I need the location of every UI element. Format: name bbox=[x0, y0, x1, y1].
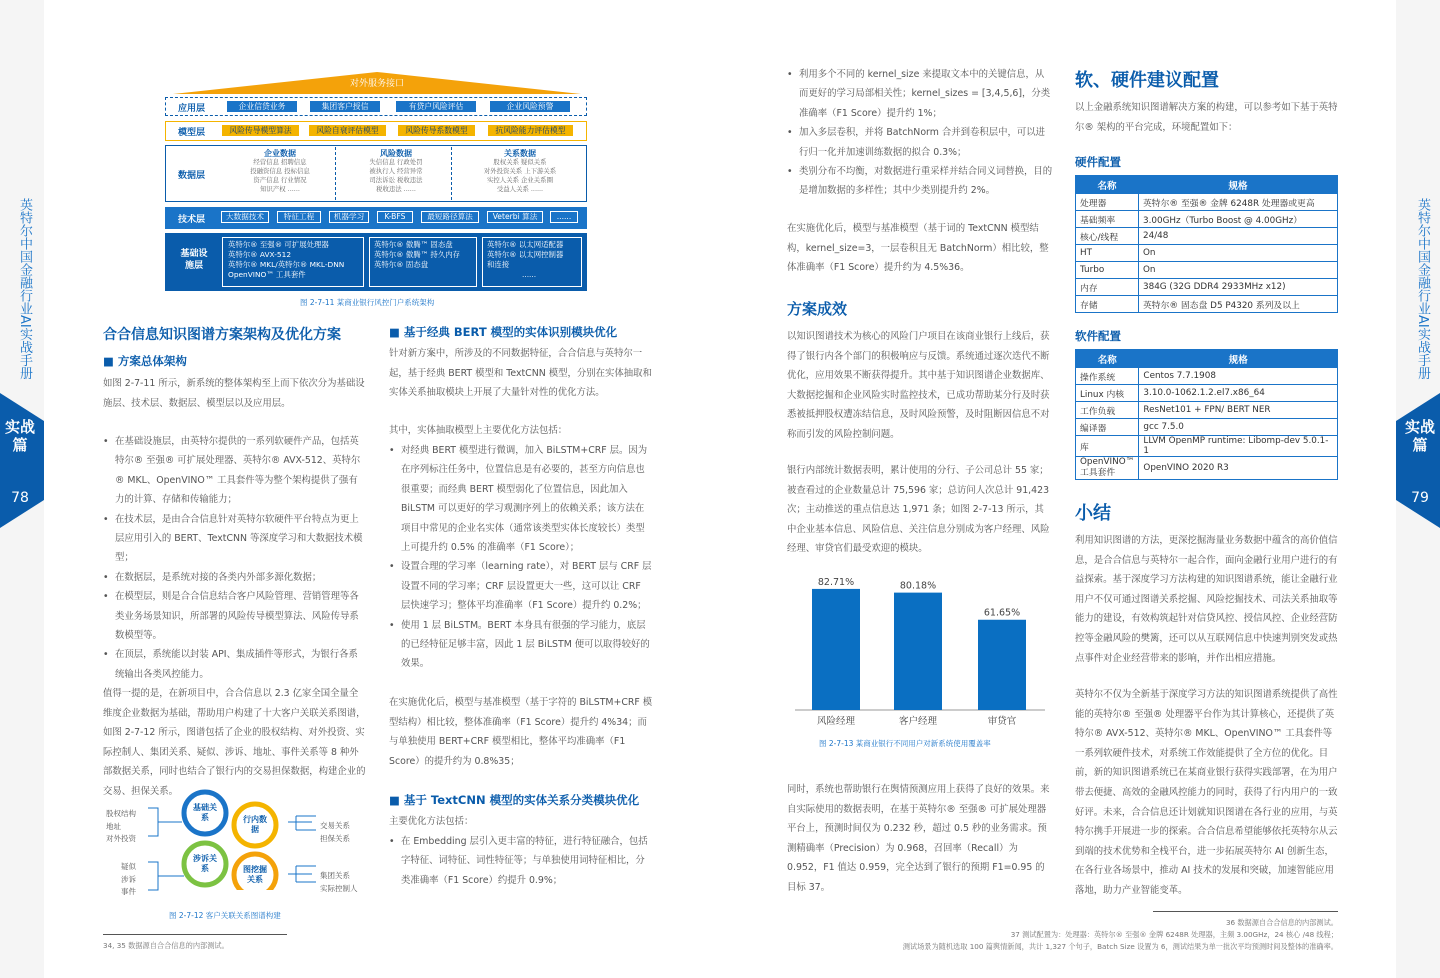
table-row bbox=[1076, 279, 1338, 296]
data-group-line: 税收违法 ...... bbox=[376, 185, 416, 193]
spec-value: 英特尔® 固态盘 D5 P4320 系列及以上 bbox=[1139, 296, 1338, 313]
data-group-title: 风险数据 bbox=[380, 149, 412, 158]
right-page-number: 79 bbox=[1411, 490, 1429, 506]
category-label: 客户经理 bbox=[898, 716, 938, 727]
footnote-rule bbox=[1153, 911, 1338, 912]
category-label: 审贷官 bbox=[987, 716, 1017, 727]
spec-name: Turbo bbox=[1076, 262, 1139, 279]
bullet-item: • 在技术层，是由合合信息针对英特尔软硬件平台特点为更上层应用引入的 BERT、TextCNN 等深度学习和大数据技术模型； bbox=[103, 510, 367, 568]
spec-value: Centos 7.7.1908 bbox=[1139, 368, 1338, 385]
relation-label: 集团关系 bbox=[320, 871, 350, 880]
bullet-list bbox=[389, 832, 653, 890]
infra-line: 英特尔® 傲腾™ 固态盘 bbox=[374, 240, 453, 249]
table-header: 名称 bbox=[1076, 176, 1139, 194]
paragraph: 以知识图谱技术为核心的风险门户项目在该商业银行上线后，获得了银行内各个部门的积极响应与反馈。系统通过逐次迭代不断优化，应用效果不断获得提升。其中基于知识图谱企业数据库、大数据挖掘和企业风险实时监控技术，已成功帮助某分行及时获悉被抵押股权遭冻结信息，及时风险预警，及时阻断因信息不对称而引发的风险控制问题。 bbox=[787, 331, 1050, 440]
model-item: 风险传导模型算法 bbox=[222, 125, 299, 136]
data-group-line: 资产信息 行业情况 bbox=[253, 176, 307, 184]
app-item: 企业信贷业务 bbox=[227, 101, 297, 112]
data-group-title: 企业数据 bbox=[264, 149, 296, 158]
figure-caption: 图 2-7-12 客户关联关系图谱构建 bbox=[169, 911, 281, 920]
infra-line: 英特尔® 固态盘 bbox=[374, 260, 429, 269]
bullet-item: • 在顶层，系统能以封装 API、集成插件等形式，为银行各系统输出各类风控能力。 bbox=[103, 645, 367, 684]
left-bottom-labels bbox=[121, 861, 136, 899]
left-chapter-label: 实战篇 bbox=[4, 418, 35, 454]
table-header: 名称 bbox=[1076, 350, 1139, 368]
section-heading: 方案成效 bbox=[787, 300, 848, 318]
table-header: 规格 bbox=[1139, 350, 1338, 368]
spec-name: 编译器 bbox=[1076, 419, 1139, 436]
bullet-item: • 利用多个不同的 kernel_size 来提取文本中的关键信息，从而更好的学习局部相关性；kernel_sizes = [3,4,5,6]，分类准确率（F1 Score）提升约 1%； bbox=[787, 65, 1053, 123]
tech-item: ...... bbox=[550, 211, 578, 223]
tech-layer-label: 技术层 bbox=[178, 215, 206, 225]
circle-internal-data: 行内数据 bbox=[243, 815, 267, 834]
model-item: 风险传导系数模型 bbox=[398, 125, 475, 136]
infra-line: 英特尔® 以太网适配器 bbox=[487, 240, 564, 249]
table-row bbox=[1076, 211, 1338, 228]
subsection-heading: ■ 基于经典 BERT 模型的实体识别模块优化 bbox=[389, 325, 618, 339]
table-row bbox=[1076, 262, 1338, 279]
data-group-title: 关系数据 bbox=[504, 149, 536, 158]
software-table bbox=[1075, 349, 1338, 480]
relation-label: 涉诉 bbox=[121, 874, 136, 884]
paragraph: 以上金融系统知识图谱解决方案的构建，可以参考如下基于英特尔® 架构的平台完成，环境配置如下： bbox=[1075, 102, 1338, 133]
data-group-line: 实控人关系 企业关系圈 bbox=[487, 176, 553, 184]
table-title: 软件配置 bbox=[1075, 329, 1121, 343]
spec-value: 384G (32G DDR4 2933MHz x12) bbox=[1139, 279, 1338, 296]
bar bbox=[978, 620, 1026, 710]
spec-name: 处理器 bbox=[1076, 194, 1139, 211]
relation-label: 地址 bbox=[106, 821, 121, 831]
left-top-labels bbox=[106, 808, 136, 846]
spec-name: Linux 内核 bbox=[1076, 385, 1139, 402]
spec-value: OpenVINO 2020 R3 bbox=[1139, 457, 1338, 480]
data-group-line: 受益人关系 ...... bbox=[496, 185, 544, 193]
data-group-line: 对外投资关系 上下游关系 bbox=[483, 167, 557, 175]
category-label: 风险经理 bbox=[816, 716, 856, 727]
bullet-item: • 使用 1 层 BiLSTM。BERT 本身具有很强的学习能力，底层的已经特征足够丰富，因此 1 层 BiLSTM 便可以取得较好的效果。 bbox=[389, 616, 653, 674]
app-item: 有贷户风险评估 bbox=[396, 101, 476, 112]
bar bbox=[894, 593, 942, 710]
spec-value: LLVM OpenMP runtime: Libomp-dev 5.0.1-1 bbox=[1139, 436, 1338, 457]
spec-name: 存储 bbox=[1076, 296, 1139, 313]
bullet-list bbox=[389, 441, 653, 674]
spec-value: gcc 7.5.0 bbox=[1139, 419, 1338, 436]
spec-name: OpenVINO™ 工具套件 bbox=[1076, 457, 1139, 480]
spec-name: 基础频率 bbox=[1076, 211, 1139, 228]
paragraph: 利用知识图谱的方法，更深挖掘海量业务数据中蕴含的高价值信息，是合合信息与英特尔一起合作，面向金融行业用户进行的有益探索。基于深度学习方法构建的知识图谱系统，能让金融行业用户不仅可通过图谱关系挖掘、风险挖掘技术、司法关系抽取等能力的建设，有效构筑起针对信贷风控、授信风控、企业经营防控等金融风险的樊篱，还可以从互联网信息中快速判别突发或热点事件对企业经营带来的影响，并作出相应措施。 bbox=[1075, 535, 1338, 664]
infra-line: 英特尔® AVX-512 bbox=[228, 250, 292, 259]
bar-value-label: 61.65% bbox=[983, 607, 1021, 619]
infra-layer-label: 基础设施层 bbox=[180, 249, 208, 271]
paragraph: 在实施优化后，模型与基准模型（基于词的 TextCNN 模型结构，kernel_size=3，一层卷积且无 BatchNorm）相比较，整体准确率（F1 Score）提升约为 4.5%36。 bbox=[787, 223, 1049, 274]
section-heading: 小结 bbox=[1075, 503, 1111, 524]
infra-line: OpenVINO™ 工具套件 bbox=[228, 270, 306, 279]
spec-name: 库 bbox=[1076, 436, 1139, 457]
infra-line: 和连接 bbox=[487, 260, 510, 269]
data-group bbox=[340, 147, 452, 200]
data-group-line: 股权关系 疑似关系 bbox=[493, 158, 547, 166]
infra-line: ...... bbox=[522, 270, 537, 279]
table-row bbox=[1076, 436, 1338, 457]
infra-line: 英特尔® 以太网控制器 bbox=[487, 250, 564, 259]
footnote: 测试场景为随机选取 100 篇舆情新闻，共计 1,327 个句子，Batch Size 设置为 6，测试结果为单一批次平均预测时间及整体的准确率。 bbox=[902, 942, 1338, 951]
model-layer-label: 模型层 bbox=[178, 128, 206, 138]
relation-label: 股权结构 bbox=[106, 809, 136, 818]
data-group-line: 失信信息 行政处罚 bbox=[369, 158, 423, 166]
data-group-line: 投融资信息 投标信息 bbox=[250, 167, 310, 175]
paragraph: 英特尔不仅为全新基于深度学习方法的知识图谱系统提供了高性能的英特尔® 至强® 处理器平台作为其计算核心，还提供了英特尔® AVX-512、英特尔® MKL、OpenVINO™ 工具套件等一系列软硬件技术，对系统工作效能提供了全方位的优化。目前，新的知识图谱系统已在某商业银行获得实践部署，在为用户带去便捷、高效的金融风控能力的同时，获得了行内用户的一致好评。未来，合合信息还计划就知识图谱在各行业的应用，与英特尔携手开展进一步的探索。合合信息希望能够依托英特尔从云到端的技术优势和全栈平台，进一步拓展英特尔 AI 创新生态，在各行业各场景中，推动 AI 技术的发展和突破，加速智能应用落地，助力产业智能变革。 bbox=[1075, 689, 1338, 896]
left-page-number: 78 bbox=[11, 490, 29, 506]
relation-label: 疑似 bbox=[121, 862, 136, 871]
app-layer-label: 应用层 bbox=[178, 104, 206, 114]
roof-label: 对外服务接口 bbox=[349, 79, 404, 89]
paragraph: 值得一提的是，在新项目中，合合信息以 2.3 亿家全国全量全维度企业数据为基础，帮助用户构建了十大客户关联关系图谱，如图 2-7-12 所示，图谱包括了企业的股权结构、对外投资、实际控制人、集团关系、疑似、涉诉、地址、事件关系等 8 种外部数据关系，同时也结合了银行内的交易担保数据，构建企业的交易、担保关系。 bbox=[103, 688, 366, 797]
spec-name: 核心/线程 bbox=[1076, 228, 1139, 245]
circle-litigation: 涉诉关系 bbox=[193, 854, 217, 873]
circle-mined-relations: 图挖掘关系 bbox=[243, 865, 267, 884]
spec-value: On bbox=[1139, 245, 1338, 262]
bullet-item: • 设置合理的学习率（learning rate），对 BERT 层与 CRF 层设置不同的学习率；CRF 层设置更大一些，这可以让 CRF 层快速学习；整体平均准确率（F1 Score）提升约 0.2%； bbox=[389, 557, 653, 615]
circle-basic-relations: 基础关系 bbox=[193, 803, 217, 822]
left-side-title: 英特尔中国金融行业AI实战手册 bbox=[17, 197, 32, 380]
section-heading: 软、硬件建议配置 bbox=[1075, 70, 1219, 91]
data-group-line: 知识产权 ...... bbox=[260, 185, 300, 193]
spec-name: 工作负载 bbox=[1076, 402, 1139, 419]
bullet-item: • 在数据层，是系统对接的各类内外部多源化数据； bbox=[103, 568, 367, 587]
bullet-item: • 对经典 BERT 模型进行微调，加入 BiLSTM+CRF 层。因为在序列标注任务中，位置信息是有必要的，甚至方向信息也很重要；而经典 BERT 模型弱化了位置信息，因此加入 BiLSTM 可以更好的学习观测序列上的依赖关系；该方法在项目中常见的企业名实体（通常该类型实体长度较长）类型上可提升约 0.5% 的准确率（F1 Score）； bbox=[389, 441, 653, 557]
right-chapter-tab bbox=[1396, 393, 1440, 528]
tech-item: 大数据技术 bbox=[221, 211, 269, 223]
bullet-item: • 加入多层卷积，并将 BatchNorm 合并到卷积层中，可以进行归一化并加速训练数据的拟合 0.3%； bbox=[787, 123, 1053, 162]
left-chapter-tab bbox=[0, 393, 44, 528]
data-layer-label: 数据层 bbox=[178, 171, 206, 181]
spec-value: 3.10.0-1062.1.2.el7.x86_64 bbox=[1139, 385, 1338, 402]
relation-label: 担保关系 bbox=[320, 833, 350, 843]
table-header: 规格 bbox=[1139, 176, 1338, 194]
tech-item: Veterbi 算法 bbox=[487, 211, 543, 223]
bullet-item: • 在 Embedding 层引入更丰富的特征，进行特征融合，包括字特征、词特征、词性特征等；与单独使用词特征相比，分类准确率（F1 Score）约提升 0.9%； bbox=[389, 832, 653, 890]
infra-line: 英特尔® 傲腾™ 持久内存 bbox=[374, 250, 460, 259]
usage-bar-chart bbox=[787, 576, 1053, 728]
figure-caption: 图 2-7-11 某商业银行风控门户系统架构 bbox=[300, 298, 435, 307]
relation-label: 交易关系 bbox=[320, 821, 350, 830]
right-bottom-labels bbox=[320, 870, 358, 895]
tech-item: K-BFS bbox=[377, 211, 413, 223]
table-row bbox=[1076, 419, 1338, 436]
right-chapter-label: 实战篇 bbox=[1404, 418, 1435, 454]
table-row bbox=[1076, 457, 1338, 480]
footnote: 37 测试配置为：处理器：英特尔® 至强® 金牌 6248R 处理器，主频 3.00GHz，24 核心 /48 线程； bbox=[1010, 930, 1338, 939]
app-item: 企业风险预警 bbox=[490, 101, 570, 112]
paragraph: 主要优化方法包括： bbox=[389, 816, 474, 827]
tech-item: 机器学习 bbox=[329, 211, 369, 223]
data-group-line: 被执行人 经营异常 bbox=[369, 167, 423, 175]
data-group bbox=[224, 147, 336, 200]
paragraph: 如图 2-7-11 所示，新系统的整体架构至上而下依次分为基础设施层、技术层、数据层、模型层以及应用层。 bbox=[103, 378, 365, 409]
bullet-item: • 类别分布不均衡，对数据进行重采样并结合同义词替换，目的是增加数据的多样性；其中少类别提升约 2%。 bbox=[787, 162, 1053, 201]
table-row bbox=[1076, 385, 1338, 402]
spec-value: 3.00GHz（Turbo Boost @ 4.00GHz） bbox=[1139, 211, 1338, 228]
footnote: 36 数据源自合合信息的内部测试。 bbox=[1225, 918, 1338, 927]
table-row bbox=[1076, 368, 1338, 385]
data-group-line: 经营信息 招聘信息 bbox=[253, 158, 307, 166]
data-group-line: 司法诉讼 税收违法 bbox=[369, 176, 423, 184]
table-row bbox=[1076, 245, 1338, 262]
table-row bbox=[1076, 402, 1338, 419]
paragraph: 银行内部统计数据表明，累计使用的分行、子公司总计 55 家；被查看过的企业数量总计 75,596 家；总访问人次总计 91,423 次；主动推送的重点信息达 1,971 条；如图 2-7-13 所示，其中企业基本信息、风险信息、关注信息分别成为客户经理、风险经理、审贷官们最受欢迎的模块。 bbox=[787, 465, 1050, 555]
bar-value-label: 82.71% bbox=[817, 576, 855, 588]
bar-value-label: 80.18% bbox=[899, 580, 937, 592]
spec-name: HT bbox=[1076, 245, 1139, 262]
bullet-list bbox=[103, 432, 367, 684]
table-row bbox=[1076, 296, 1338, 313]
spec-value: ResNet101 + FPN/ BERT NER bbox=[1139, 402, 1338, 419]
model-item: 抗风险能力评估模型 bbox=[488, 125, 573, 136]
spec-value: 英特尔® 至强® 金牌 6248R 处理器或更高 bbox=[1139, 194, 1338, 211]
subsection-heading: ■ 基于 TextCNN 模型的实体关系分类模块优化 bbox=[389, 793, 640, 807]
paragraph: 在实施优化后，模型与基准模型（基于字符的 BiLSTM+CRF 模型结构）相比较，整体准确率（F1 Score）提升约 4%34；而与单独使用 BERT+CRF 模型相比，整体平均准确率（F1 Score）的提升约为 0.8%35； bbox=[389, 697, 653, 767]
paragraph: 同时，系统也帮助银行在舆情预测应用上获得了良好的效果。来自实际使用的数据表明，在基于英特尔® 至强® 可扩展处理器平台上，预测时间仅为 0.232 秒，超过 0.5 秒的业务需求。预测精确率（Precision）为 0.968，召回率（Recall）为 0.952，F1 值达 0.959，完全达到了银行的预期 F1=0.95 的目标 37。 bbox=[787, 784, 1050, 893]
relation-label: 实际控制人 bbox=[320, 883, 358, 893]
subsection-heading: ■ 方案总体架构 bbox=[103, 354, 187, 368]
bar bbox=[812, 589, 860, 710]
footnote: 34, 35 数据源自合合信息的内部测试。 bbox=[103, 941, 229, 950]
paragraph: 其中，实体抽取模型上主要优化方法包括： bbox=[389, 425, 568, 436]
hardware-table bbox=[1075, 175, 1338, 313]
relation-label: 事件 bbox=[121, 887, 136, 896]
bullet-list bbox=[787, 65, 1053, 201]
tech-item: 特征工程 bbox=[277, 211, 321, 223]
relation-label: 对外投资 bbox=[106, 834, 136, 843]
table-row bbox=[1076, 194, 1338, 211]
spec-name: 操作系统 bbox=[1076, 368, 1139, 385]
figure-caption: 图 2-7-13 某商业银行不同用户对新系统使用覆盖率 bbox=[819, 739, 991, 748]
infra-line: 英特尔® 至强® 可扩展处理器 bbox=[228, 240, 329, 249]
footnote-rule bbox=[103, 934, 287, 935]
spec-value: On bbox=[1139, 262, 1338, 279]
right-side-title: 英特尔中国金融行业AI实战手册 bbox=[1415, 197, 1430, 380]
table-row bbox=[1076, 228, 1338, 245]
bullet-item: • 在模型层，则是合合信息结合客户风险管理、营销管理等各类业务场景知识，所部署的风险传导模型算法、风险传导系数模型等。 bbox=[103, 587, 367, 645]
infra-line: 英特尔® MKL/英特尔® MKL-DNN bbox=[228, 260, 345, 269]
spec-value: 24/48 bbox=[1139, 228, 1338, 245]
table-title: 硬件配置 bbox=[1075, 155, 1121, 169]
model-item: 风险自衰评估模型 bbox=[309, 125, 386, 136]
spec-name: 内存 bbox=[1076, 279, 1139, 296]
paragraph: 针对新方案中，所涉及的不同数据特征，合合信息与英特尔一起，基于经典 BERT 模型和 TextCNN 模型，分别在实体抽取和实体关系抽取模块上开展了大量针对性的优化方法。 bbox=[389, 348, 652, 399]
app-item: 集团客户授信 bbox=[310, 101, 380, 112]
section-heading: 合合信息知识图谱方案架构及优化方案 bbox=[103, 327, 341, 343]
tech-item: 最短路径算法 bbox=[421, 211, 479, 223]
bullet-item: • 在基础设施层，由英特尔提供的一系列软硬件产品，包括英特尔® 至强® 可扩展处理器、英特尔® AVX-512、英特尔® MKL、OpenVINO™ 工具套件等为整个架构提供了强有力的计算、存储和传输能力； bbox=[103, 432, 367, 510]
data-group bbox=[456, 147, 584, 200]
right-top-labels bbox=[320, 820, 350, 845]
